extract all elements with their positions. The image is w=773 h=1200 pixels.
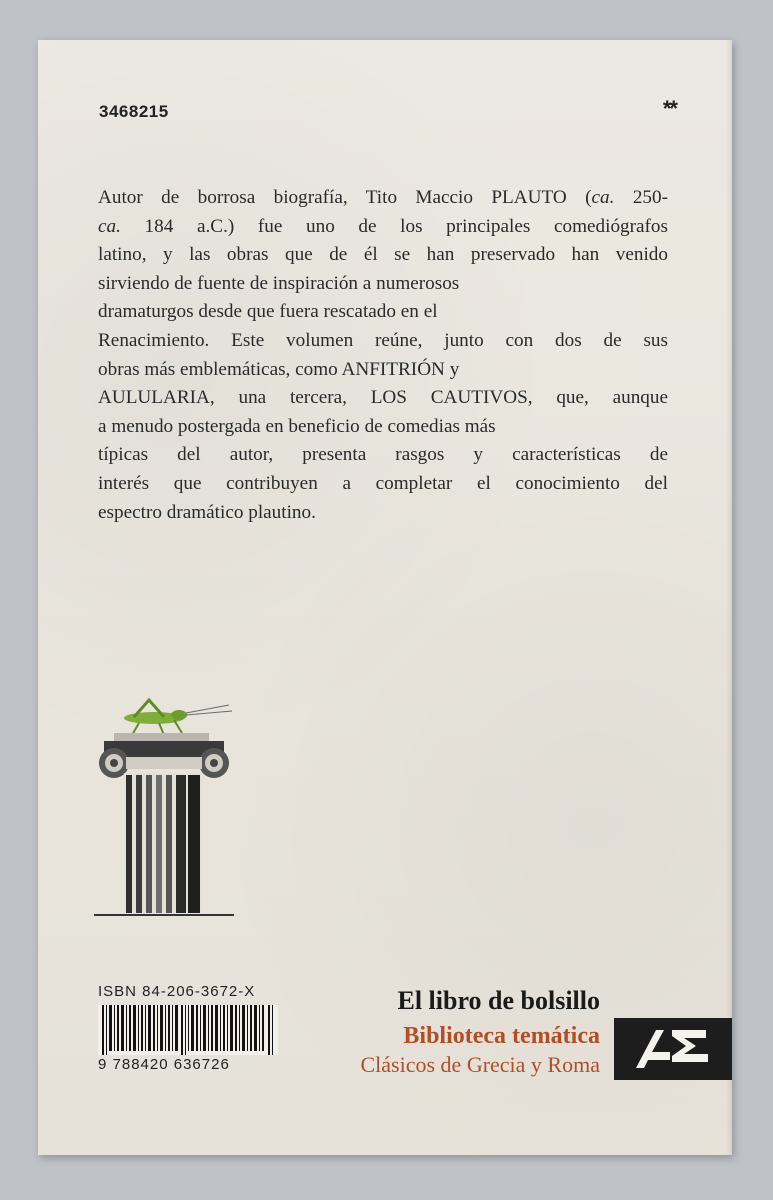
book-back-cover xyxy=(38,40,732,1155)
blurb-line: a menudo postergada en beneficio de comedias más xyxy=(98,415,496,437)
grasshopper-icon xyxy=(124,700,232,735)
blurb-line: Renacimiento. Este volumen reúne, junto con dos de sus xyxy=(98,329,668,351)
alianza-editorial-logo-icon xyxy=(614,1018,732,1080)
catalog-number: 3468215 xyxy=(99,102,169,121)
series-collection: Clásicos de Grecia y Roma xyxy=(360,1052,600,1077)
series-title: El libro de bolsillo xyxy=(397,986,600,1015)
series-block xyxy=(320,985,600,1079)
isbn-label: ISBN 84-206-3672-X xyxy=(98,983,256,1000)
blurb-line: obras más emblemáticas, como ANFITRIÓN y xyxy=(98,358,460,380)
blurb-line: interés que contribuyen a completar el conocimiento del xyxy=(98,472,668,494)
rating-stars: ** xyxy=(662,96,676,121)
blurb-line: AULULARIA, una tercera, LOS CAUTIVOS, que, aunque xyxy=(98,387,668,409)
blurb-line: espectro dramático plautino. xyxy=(98,501,316,523)
cover-edge xyxy=(726,40,732,1155)
blurb-line: Autor de borrosa biografía, Tito Maccio PLAUTO (ca. 250- xyxy=(98,187,668,208)
barcode-icon xyxy=(98,1005,278,1055)
blurb-line: típicas del autor, presenta rasgos y características de xyxy=(98,444,668,466)
grasshopper-on-ionic-column-icon xyxy=(94,695,234,935)
blurb-line: latino, y las obras que de él se han preservado han venido xyxy=(98,244,668,266)
series-subtitle: Biblioteca temática xyxy=(403,1023,600,1049)
blurb-text xyxy=(98,184,668,527)
blurb-line: dramaturgos desde que fuera rescatado en el xyxy=(98,301,438,323)
blurb-line: sirviendo de fuente de inspiración a numerosos xyxy=(98,272,460,294)
barcode-number: 9 788420 636726 xyxy=(98,1056,230,1073)
blurb-line: ca. 184 a.C.) fue uno de los principales comediógrafos xyxy=(98,215,668,237)
